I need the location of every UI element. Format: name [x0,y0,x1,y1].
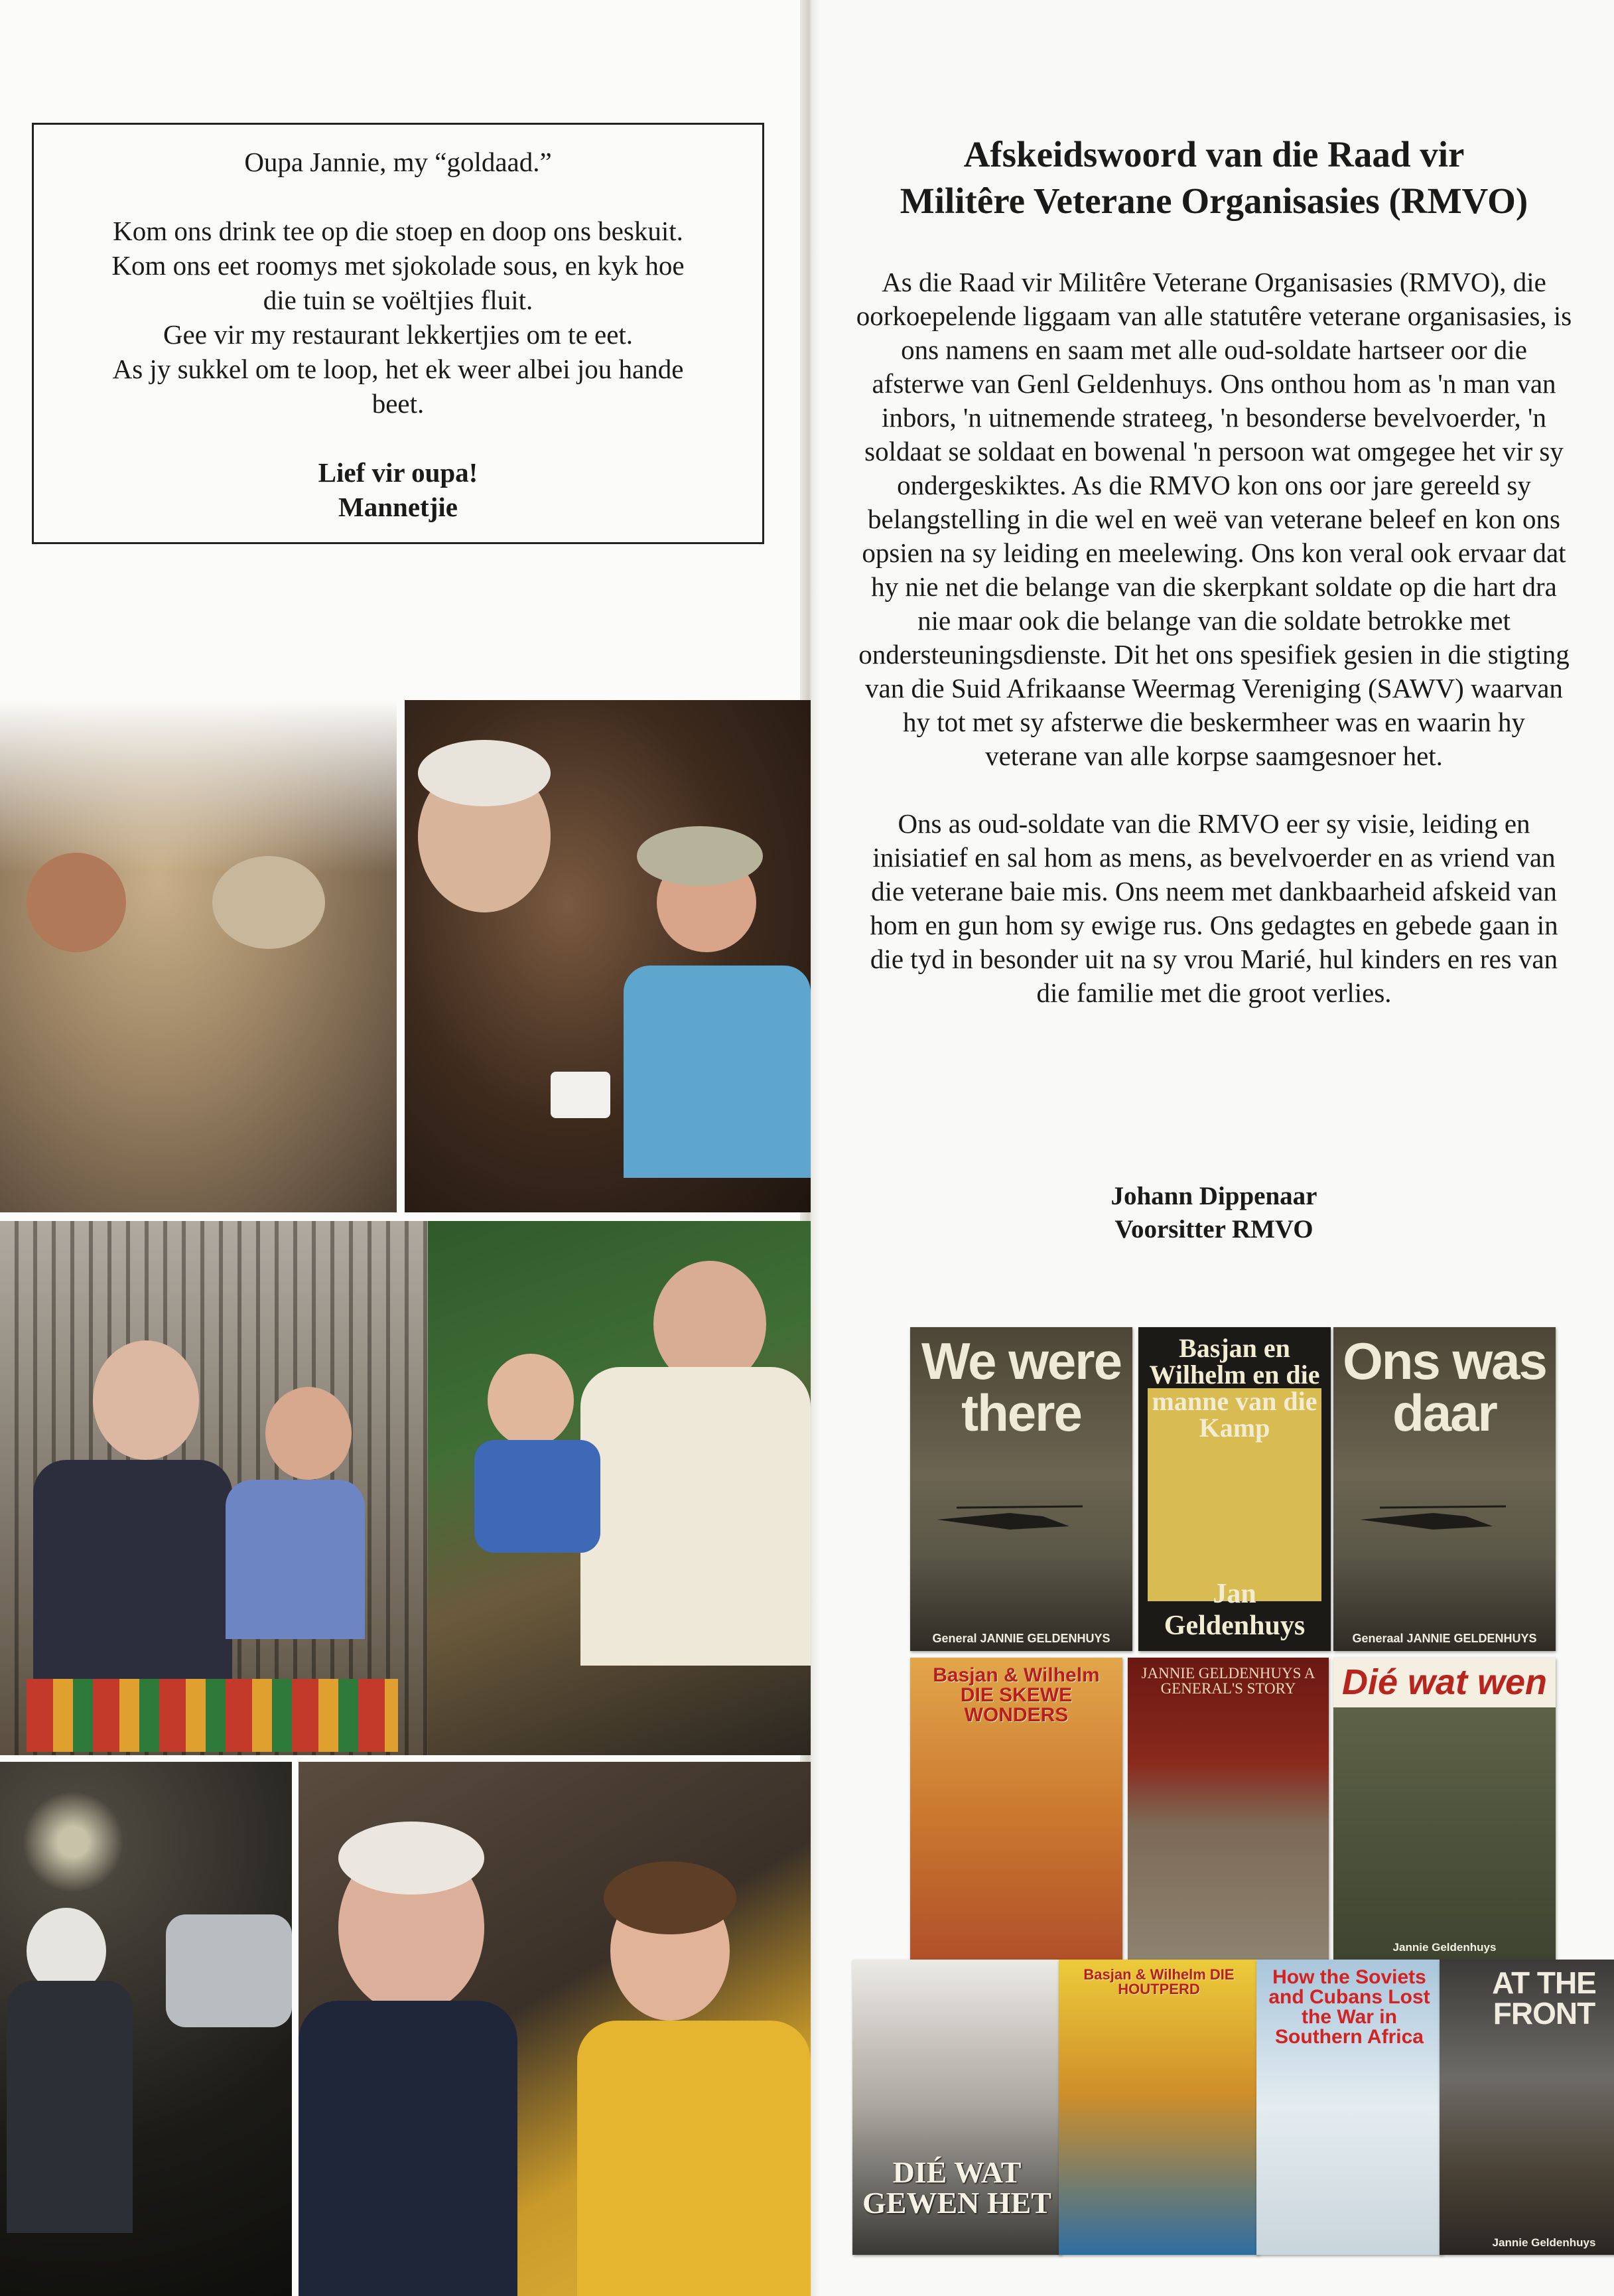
book-title: We were there [921,1332,1122,1442]
book-author: General JANNIE GELDENHUYS [932,1632,1110,1645]
signer-name: Johann Dippenaar [1110,1182,1317,1210]
book-author: Jan Geldenhuys [1164,1579,1306,1641]
book-cover-we-were-there [910,1327,1132,1651]
book-title: How the Soviets and Cubans Lost the War in Southern Africa [1268,1966,1430,2048]
article-title-line1: Afskeidswoord van die Raad vir [963,134,1465,175]
poem-line: beet. [371,388,425,419]
poem-signoff: Lief vir oupa! [318,457,478,488]
book-cover-die-houtperd [1059,1960,1259,2255]
book-title: Ons was daar [1343,1332,1546,1442]
poem-line: Oupa Jannie, my “goldaad.” [244,147,552,177]
photo-porch [0,1221,428,1755]
poem-line: As jy sukkel om te loop, het ek weer albei jou hande [112,354,684,384]
article-body [856,265,1572,1044]
book-title: DIÉ WAT GEWEN HET [862,2155,1051,2220]
poem-line: Kom ons drink tee op die stoep en doop ons beskuit. [113,216,683,246]
book-title: Basjan & Wilhelm DIE HOUTPERD [1083,1966,1235,1997]
book-cover-basjan-en-wilhelm [1138,1327,1331,1651]
helicopter-icon [1353,1493,1526,1546]
book-title: AT THE FRONT [1492,1966,1596,2031]
book-title: JANNIE GELDENHUYS A GENERAL'S STORY [1141,1665,1315,1697]
book-title: Dié wat wen [1341,1662,1548,1702]
photo-rusks [299,1762,811,2296]
article-signature [849,1180,1579,1246]
photo-bed [0,700,397,1212]
poem-signer: Mannetjie [338,492,458,522]
poem-box [32,123,764,544]
poem-line: die tuin se voëltjies fluit. [263,285,533,315]
photo-mug [405,700,811,1212]
book-cover-at-the-front [1440,1960,1614,2255]
book-author: Generaal JANNIE GELDENHUYS [1352,1632,1537,1645]
poem-line: Kom ons eet roomys met sjokolade sous, en kyk hoe [111,250,685,281]
article-title-line2: Militêre Veterane Organisasies (RMVO) [900,180,1528,221]
signer-title: Voorsitter RMVO [1114,1215,1313,1244]
book-title: Basjan en Wilhelm en die manne van die Kamp [1149,1333,1320,1443]
book-cover-how-the-soviets [1256,1960,1442,2255]
helicopter-icon [930,1493,1103,1546]
book-title: Basjan & Wilhelm DIE SKEWE WONDERS [933,1664,1100,1726]
poem-line: Gee vir my restaurant lekkertjies om te eet. [163,319,634,350]
book-cover-die-wat-gewen-het [852,1960,1061,2255]
book-cover-ons-was-daar [1333,1327,1556,1651]
photo-garden [428,1221,811,1755]
book-author: Jannie Geldenhuys [1492,2236,1596,2249]
article-paragraph-2: Ons as oud-soldate van die RMVO eer sy visie, leiding en inisiatief en sal hom as mens, as bevelvoerder en as vriend van die veterane baie mis. Ons neem met dankbaarheid afskeid van hom en gun hom sy ewige rus. Ons gedagtes en gebede gaan in die tyd in besonder uit na sy vrou Marié, hul kinders en res van die familie met die groot verlies. [870,808,1558,1008]
book-cover-a-generals-story [1128,1658,1329,1960]
book-author: Jannie Geldenhuys [1392,1941,1497,1954]
book-cover-die-skewe-wonders [910,1658,1122,1960]
article-paragraph-1: As die Raad vir Militêre Veterane Organisasies (RMVO), die oorkoepelende liggaam van alle statutêre veterane organisasies, is ons namens en saam met alle oud-soldate hartseer oor die afsterwe van Genl Geldenhuys. Ons onthou hom as 'n man van inbors, 'n uitnemende strateeg, 'n besonderse bevelvoerder, 'n soldaat se soldaat en bowenal 'n persoon wat omgegee het vir sy ondergeskiktes. As die RMVO kon ons oor jare gereeld sy belangstelling in die wel en weë van veterane beleef en kon ons opsien na sy leiding en meelewing. Ons kon veral ook ervaar dat hy nie net die belange van die skerpkant soldate op die hart dra nie maar ook die belange van die soldate betrokke met ondersteuningsdienste. Dit het ons spesifiek gesien in die stigting van die Suid Afrikaanse Weermag Vereniging (SAWV) waarvan hy tot met sy afsterwe die beskermheer was en waarin hy veterane van alle korpse saamgesnoer het. [856,267,1572,771]
article-title [849,131,1579,224]
book-cover-die-wat-wen [1333,1658,1556,1960]
photo-night-walk [0,1762,292,2296]
